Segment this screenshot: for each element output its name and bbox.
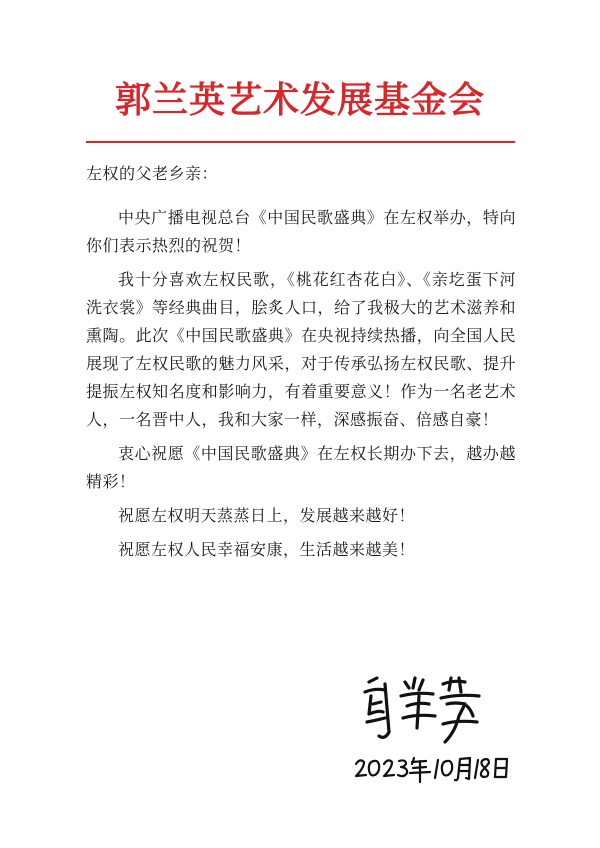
paragraph-1: 中央广播电视总台《中国民歌盛典》在左权举办，特向你们表示热烈的祝贺！ bbox=[86, 208, 516, 255]
paragraph-5: 祝愿左权人民幸福安康，生活越来越美！ bbox=[118, 540, 416, 559]
letterhead-rule bbox=[86, 141, 515, 143]
letter-body bbox=[86, 160, 516, 570]
paragraph-4: 祝愿左权明天蒸蒸日上，发展越来越好！ bbox=[118, 506, 416, 525]
paragraph-2: 我十分喜欢左权民歌，《桃花红杏花白》、《亲圪蛋下河洗衣裳》等经典曲目，脍炙人口，给了我极大的艺术滋养和熏陶。此次《中国民歌盛典》在央视持续热播，向全国人民展现了左权民歌的魅力风采，对于传承弘扬左权民歌、提升提振左权知名度和影响力，有着重要意义！作为一名老艺术人，一名晋中人，我和大家一样，深感振奋、倍感自豪！ bbox=[86, 270, 516, 429]
paragraph-3: 衷心祝愿《中国民歌盛典》在左权长期办下去，越办越精彩！ bbox=[86, 444, 516, 491]
handwritten-date bbox=[352, 750, 512, 784]
handwritten-signature bbox=[355, 670, 495, 750]
salutation: 左权的父老乡亲： bbox=[86, 164, 219, 183]
letterhead-title: 郭兰英艺术发展基金会 bbox=[114, 79, 485, 121]
